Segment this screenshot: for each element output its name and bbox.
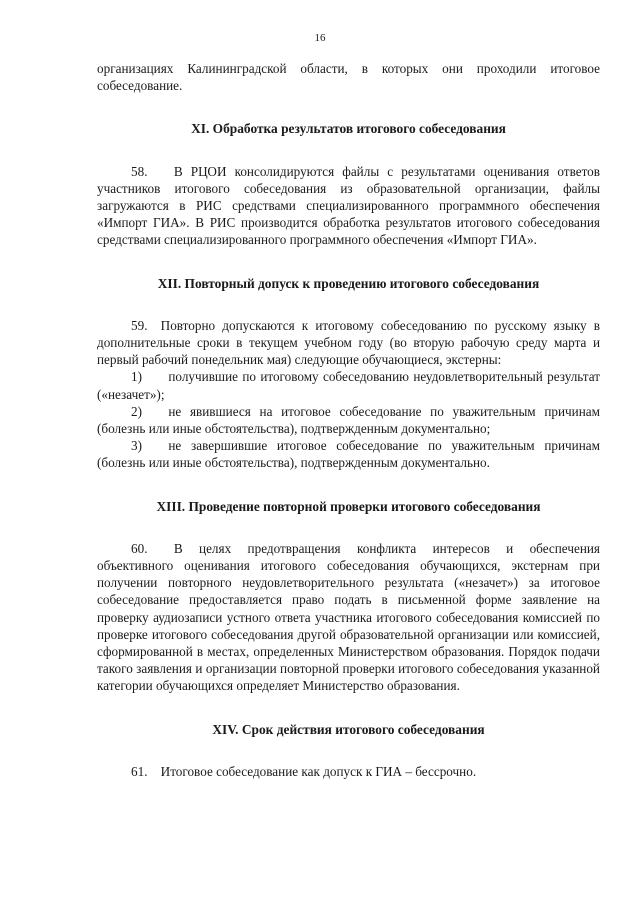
paragraph-59: 59. Повторно допускаются к итоговому собеседованию по русскому языку в дополнительные сроки в текущем учебном году (во вторую рабочую среду марта и первый рабочий понедельник мая) следующие обучающиеся, экстерны: xyxy=(97,317,600,368)
intro-paragraph: организациях Калининградской области, в которых они проходили итоговое собеседование. xyxy=(97,61,600,94)
page-number: 16 xyxy=(314,32,326,44)
section-heading-xiii: XIII. Проведение повторной проверки итогового собеседования xyxy=(156,498,541,514)
paragraph-61: 61. Итоговое собеседование как допуск к ГИА – бессрочно. xyxy=(131,763,477,779)
section-heading-xiv: XIV. Срок действия итогового собеседования xyxy=(212,721,485,737)
section-heading-xi: XI. Обработка результатов итогового собеседования xyxy=(191,121,506,137)
list-item-3: 3) не завершившие итоговое собеседование по уважительным причинам (болезнь или иные обстоятельства), подтвержденным документально. xyxy=(97,438,600,471)
list-item-1: 1) получившие по итоговому собеседованию неудовлетворительный результат («незачет»); xyxy=(97,369,600,402)
list-item-2: 2) не явившиеся на итоговое собеседование по уважительным причинам (болезнь или иные обстоятельства), подтвержденным документально; xyxy=(97,403,600,437)
document-body xyxy=(97,60,600,780)
section-heading-xii: XII. Повторный допуск к проведению итогового собеседования xyxy=(157,275,540,291)
paragraph-60: 60. В целях предотвращения конфликта интересов и обеспечения объективного оценивания итогового собеседования обучающихся, экстернам при получении повторного неудовлетворительного результата («незачет») за итоговое собеседование предоставляется право подать в письменной форме заявление на проверку аудиозаписи устного ответа участника итогового собеседования комиссией по проверке итогового собеседования другой образовательной организации или комиссией, сформированной в местах, определенных Министерством образования. Порядок подачи такого заявления и организации повторной проверки итогового собеседования указанной категории обучающихся определяет Министерство образования. xyxy=(97,540,600,694)
paragraph-58: 58. В РЦОИ консолидируются файлы с результатами оценивания ответов участников итогового собеседования из образовательной организации, файлы загружаются в РИС средствами специализированного программного обеспечения «Импорт ГИА». В РИС производится обработка результатов итогового собеседования средствами специализированного программного обеспечения «Импорт ГИА». xyxy=(97,163,600,248)
